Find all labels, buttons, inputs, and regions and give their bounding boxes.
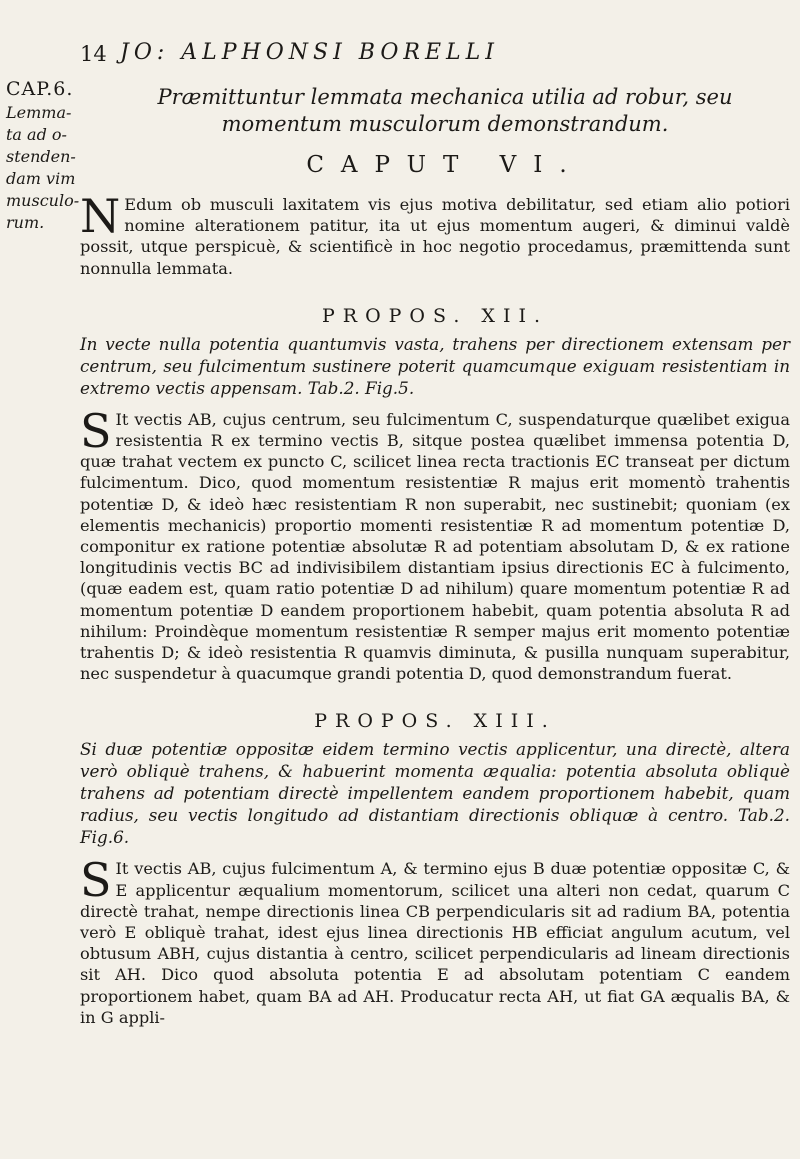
margin-note — [6, 78, 80, 234]
main-text — [80, 84, 790, 1028]
margin-line: musculo- — [6, 191, 80, 210]
running-title: JO: ALPHONSI BORELLI — [120, 40, 499, 65]
margin-line: Lemma- — [6, 103, 72, 122]
proposition-statement: Si duæ potentiæ oppositæ eidem termino vectis applicentur, una directè, altera verò obliquè trahens, & habuerint momenta æqualia: potentia absoluta obliquè trahens ad potentiam directè impellentem eandem proportionem habebit, quam radius, seu vectis longitudo ad distantiam directionis obliquæ à centro. Tab.2. Fig.6. — [80, 739, 790, 848]
running-head — [80, 42, 780, 72]
proposition-label: PROPOS. XIII. — [314, 710, 556, 733]
margin-line: stenden- — [6, 147, 76, 166]
proposition-label: PROPOS. XII. — [321, 304, 549, 327]
chapter-intro-title: Præmittuntur lemmata mechanica utilia ad robur, seu momentum musculorum demonstrandum. — [157, 85, 733, 136]
drop-cap: S — [80, 853, 112, 908]
margin-line: rum. — [6, 213, 45, 232]
paragraph-text: Edum ob musculi laxitatem vis ejus motiva debilitatur, sed etiam alio potiori nomine alterationem patitur, ita ut ejus momentum augeri, & diminui valdè possit, utque perspicuè, & scientificè in hoc negotio procedamus, præmittenda sunt nonnulla lemmata. — [80, 195, 790, 278]
proposition-statement: In vecte nulla potentia quantumvis vasta, trahens per directionem extensam per centrum, seu fulcimentum sustinere poterit quamcumque exiguam resistentiam in extremo vectis appensam. Tab.2. Fig.5. — [80, 333, 790, 398]
margin-line: dam vim — [6, 169, 76, 188]
margin-chapter: CAP.6. — [6, 78, 74, 100]
proposition-proof — [80, 403, 790, 685]
page-number: 14 — [80, 42, 107, 66]
paragraph-text: It vectis AB, cujus fulcimentum A, & termino ejus B duæ potentiæ oppositæ C, & E applicentur æqualium momentorum, scilicet una alteri non cedat, quarum C directè trahat, nempe directionis linea CB perpendicularis sit ad radium BA, potentia verò E obliquè trahat, idest ejus linea directionis HB efficiat angulum acutum, vel obtusum ABH, cujus distantia à centro, scilicet perpendicularis ad lineam directionis sit AH. Dico quod absoluta potentia E ad absolutam potentiam C eandem proportionem habet, quam BA ad AH. Producatur recta AH, ut fiat GA æqualis BA, & in G appli- — [80, 859, 790, 1027]
margin-line: ta ad o- — [6, 125, 67, 144]
drop-cap: N — [80, 189, 121, 243]
chapter-intro-paragraph — [80, 189, 790, 279]
paragraph-text: It vectis AB, cujus centrum, seu fulcimentum C, suspendaturque quælibet exigua resistentia R ex termino vectis B, sitque postea quælibet immensa potentia D, quæ trahat vectem ex puncto C, scilicet linea recta tractionis EC transeat per dictum fulcimentum. Dico, quod momentum resistentiæ R majus erit momentò trahentis potentiæ D, & ideò hæc resistentiam R non superabit, nec sustinebit; quoniam (ex elementis mechanicis) proportio momenti resistentiæ R ad momentum potentiæ D, componitur ex ratione potentiæ absolutæ R ad potentiam absolutam D, & ex ratione longitudinis vectis BC ad indivisibilem distantiam ipsius directionis EC à fulcimento, (quæ eadem est, quam ratio potentiæ D ad nihilum) quare momentum potentiæ R ad momentum potentiæ D eandem proportionem habebit, quam potentia absoluta R ad nihilum: Proindèque momentum resistentiæ R semper majus erit momento potentiæ trahentis D; & ideò resistentia R quamvis diminuta, & pusilla nunquam superabitur, nec suspendetur à quacumque grandi potentia D, quod demonstrandum fuerat. — [80, 409, 790, 684]
chapter-heading: CAPUT VI. — [306, 152, 584, 178]
proposition-proof — [80, 853, 790, 1028]
drop-cap: S — [80, 403, 112, 458]
